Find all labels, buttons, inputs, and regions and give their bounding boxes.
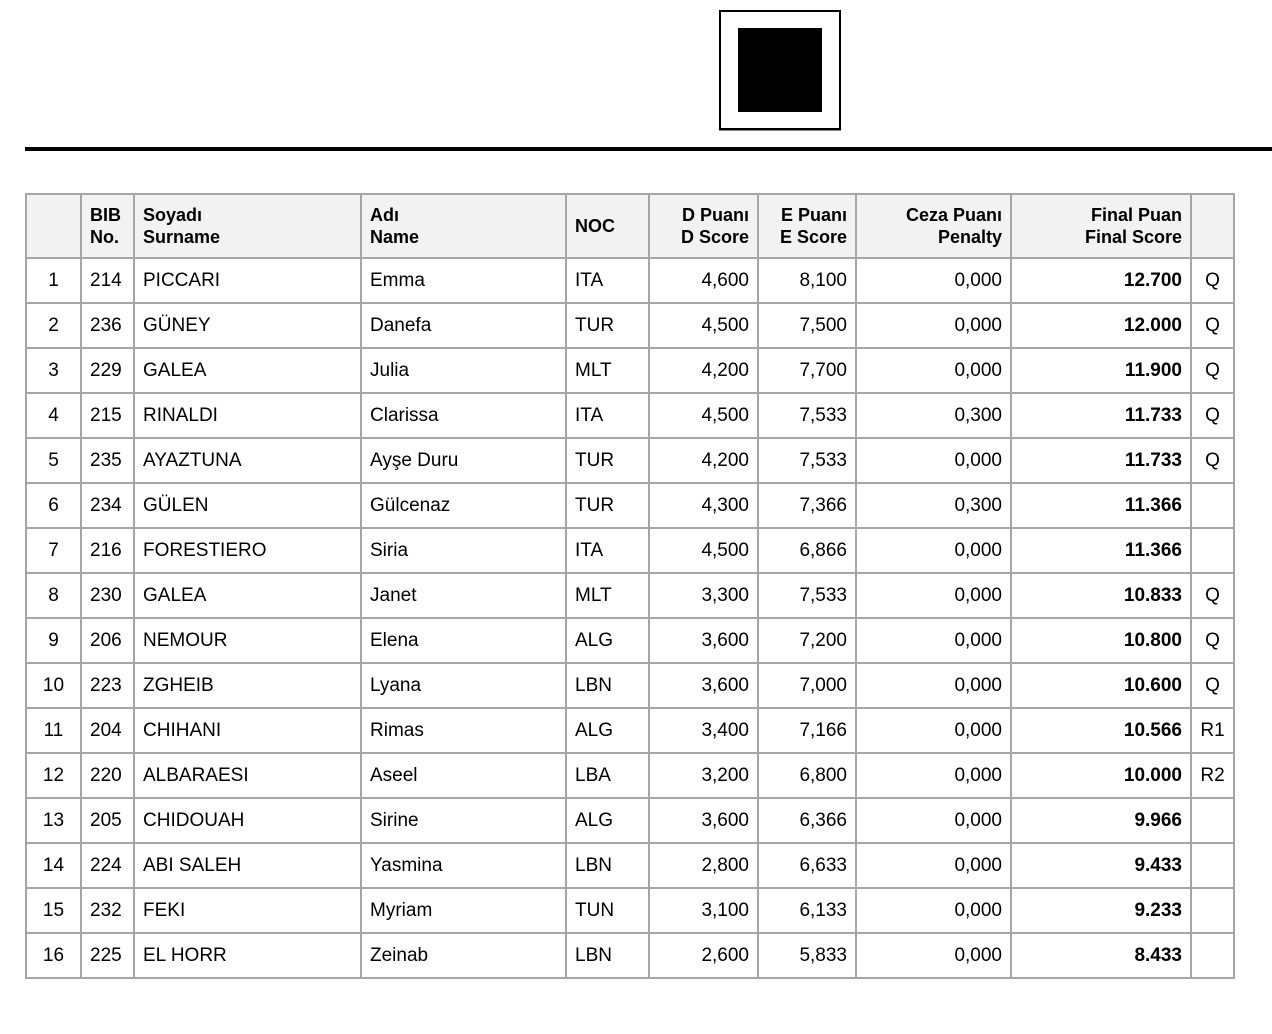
final-score-cell: 11.733 bbox=[1011, 438, 1191, 483]
name-cell: Emma bbox=[361, 258, 566, 303]
event-logo bbox=[719, 10, 841, 130]
d-score-cell: 3,100 bbox=[649, 888, 758, 933]
table-row bbox=[26, 933, 1234, 978]
bib-cell: 236 bbox=[81, 303, 134, 348]
table-row bbox=[26, 393, 1234, 438]
penalty-cell: 0,000 bbox=[856, 933, 1011, 978]
col-header-penalty-line2: Penalty bbox=[937, 227, 1002, 247]
rank-cell: 3 bbox=[26, 348, 81, 393]
col-header-rank bbox=[26, 194, 81, 258]
col-header-final-score-line1: Final Puan bbox=[1090, 204, 1182, 225]
rank-cell: 14 bbox=[26, 843, 81, 888]
noc-cell: ITA bbox=[566, 258, 649, 303]
bib-cell: 216 bbox=[81, 528, 134, 573]
surname-cell: ALBARAESI bbox=[134, 753, 361, 798]
e-score-cell: 7,500 bbox=[758, 303, 856, 348]
final-score-cell: 9.433 bbox=[1011, 843, 1191, 888]
rank-cell: 4 bbox=[26, 393, 81, 438]
penalty-cell: 0,000 bbox=[856, 618, 1011, 663]
d-score-cell: 2,800 bbox=[649, 843, 758, 888]
table-row bbox=[26, 348, 1234, 393]
e-score-cell: 7,000 bbox=[758, 663, 856, 708]
d-score-cell: 4,500 bbox=[649, 393, 758, 438]
final-score-cell: 10.800 bbox=[1011, 618, 1191, 663]
rank-cell: 1 bbox=[26, 258, 81, 303]
e-score-cell: 5,833 bbox=[758, 933, 856, 978]
e-score-cell: 7,700 bbox=[758, 348, 856, 393]
qualification-cell bbox=[1191, 483, 1234, 528]
noc-cell: ALG bbox=[566, 618, 649, 663]
final-score-cell: 11.366 bbox=[1011, 483, 1191, 528]
black-square-icon bbox=[738, 28, 822, 112]
surname-cell: GÜNEY bbox=[134, 303, 361, 348]
results-table bbox=[25, 193, 1235, 979]
e-score-cell: 6,366 bbox=[758, 798, 856, 843]
col-header-e-score-line2: E Score bbox=[779, 227, 847, 247]
qualification-cell: Q bbox=[1191, 573, 1234, 618]
table-row bbox=[26, 888, 1234, 933]
penalty-cell: 0,300 bbox=[856, 393, 1011, 438]
final-score-cell: 11.733 bbox=[1011, 393, 1191, 438]
d-score-cell: 4,200 bbox=[649, 438, 758, 483]
bib-cell: 223 bbox=[81, 663, 134, 708]
final-score-cell: 12.000 bbox=[1011, 303, 1191, 348]
col-header-surname-line1: Soyadı bbox=[143, 204, 203, 225]
noc-cell: MLT bbox=[566, 348, 649, 393]
d-score-cell: 4,500 bbox=[649, 303, 758, 348]
table-row bbox=[26, 618, 1234, 663]
col-header-bib-line1: BIB bbox=[90, 204, 121, 225]
d-score-cell: 4,600 bbox=[649, 258, 758, 303]
final-score-cell: 9.233 bbox=[1011, 888, 1191, 933]
penalty-cell: 0,000 bbox=[856, 438, 1011, 483]
surname-cell: CHIDOUAH bbox=[134, 798, 361, 843]
noc-cell: ITA bbox=[566, 528, 649, 573]
rank-cell: 16 bbox=[26, 933, 81, 978]
qualification-cell: Q bbox=[1191, 303, 1234, 348]
qualification-cell: Q bbox=[1191, 393, 1234, 438]
name-cell: Julia bbox=[361, 348, 566, 393]
col-header-bib bbox=[81, 194, 134, 258]
table-row bbox=[26, 258, 1234, 303]
col-header-bib-line2: No. bbox=[90, 227, 119, 247]
name-cell: Elena bbox=[361, 618, 566, 663]
d-score-cell: 4,500 bbox=[649, 528, 758, 573]
col-header-final-score bbox=[1011, 194, 1191, 258]
name-cell: Lyana bbox=[361, 663, 566, 708]
final-score-cell: 10.566 bbox=[1011, 708, 1191, 753]
name-cell: Gülcenaz bbox=[361, 483, 566, 528]
noc-cell: LBA bbox=[566, 753, 649, 798]
surname-cell: ABI SALEH bbox=[134, 843, 361, 888]
d-score-cell: 3,300 bbox=[649, 573, 758, 618]
rank-cell: 9 bbox=[26, 618, 81, 663]
e-score-cell: 8,100 bbox=[758, 258, 856, 303]
d-score-cell: 3,600 bbox=[649, 618, 758, 663]
e-score-cell: 7,533 bbox=[758, 438, 856, 483]
surname-cell: AYAZTUNA bbox=[134, 438, 361, 483]
col-header-noc bbox=[566, 194, 649, 258]
col-header-noc-line1: NOC bbox=[575, 215, 615, 236]
bib-cell: 214 bbox=[81, 258, 134, 303]
name-cell: Yasmina bbox=[361, 843, 566, 888]
bib-cell: 220 bbox=[81, 753, 134, 798]
header-divider bbox=[25, 147, 1272, 151]
e-score-cell: 6,133 bbox=[758, 888, 856, 933]
surname-cell: GALEA bbox=[134, 573, 361, 618]
penalty-cell: 0,000 bbox=[856, 528, 1011, 573]
qualification-cell: Q bbox=[1191, 618, 1234, 663]
bib-cell: 215 bbox=[81, 393, 134, 438]
table-header-row bbox=[26, 194, 1234, 258]
surname-cell: GÜLEN bbox=[134, 483, 361, 528]
d-score-cell: 3,600 bbox=[649, 663, 758, 708]
bib-cell: 204 bbox=[81, 708, 134, 753]
col-header-name bbox=[361, 194, 566, 258]
col-header-d-score-line2: D Score bbox=[680, 227, 749, 247]
qualification-cell: Q bbox=[1191, 258, 1234, 303]
bib-cell: 232 bbox=[81, 888, 134, 933]
name-cell: Danefa bbox=[361, 303, 566, 348]
col-header-surname-line2: Surname bbox=[143, 227, 221, 247]
col-header-e-score bbox=[758, 194, 856, 258]
d-score-cell: 3,200 bbox=[649, 753, 758, 798]
col-header-e-score-line1: E Puanı bbox=[780, 204, 847, 225]
surname-cell: FORESTIERO bbox=[134, 528, 361, 573]
d-score-cell: 4,300 bbox=[649, 483, 758, 528]
d-score-cell: 4,200 bbox=[649, 348, 758, 393]
qualification-cell bbox=[1191, 798, 1234, 843]
noc-cell: ALG bbox=[566, 798, 649, 843]
noc-cell: LBN bbox=[566, 843, 649, 888]
table-row bbox=[26, 753, 1234, 798]
noc-cell: ALG bbox=[566, 708, 649, 753]
surname-cell: EL HORR bbox=[134, 933, 361, 978]
table-row bbox=[26, 708, 1234, 753]
col-header-penalty-line1: Ceza Puanı bbox=[905, 204, 1002, 225]
qualification-cell: Q bbox=[1191, 348, 1234, 393]
name-cell: Siria bbox=[361, 528, 566, 573]
bib-cell: 206 bbox=[81, 618, 134, 663]
col-header-penalty bbox=[856, 194, 1011, 258]
e-score-cell: 7,533 bbox=[758, 573, 856, 618]
bib-cell: 230 bbox=[81, 573, 134, 618]
col-header-name-line2: Name bbox=[370, 227, 420, 247]
rank-cell: 2 bbox=[26, 303, 81, 348]
name-cell: Clarissa bbox=[361, 393, 566, 438]
name-cell: Rimas bbox=[361, 708, 566, 753]
noc-cell: LBN bbox=[566, 933, 649, 978]
surname-cell: RINALDI bbox=[134, 393, 361, 438]
surname-cell: ZGHEIB bbox=[134, 663, 361, 708]
qualification-cell: R1 bbox=[1191, 708, 1234, 753]
final-score-cell: 11.366 bbox=[1011, 528, 1191, 573]
qualification-cell: R2 bbox=[1191, 753, 1234, 798]
final-score-cell: 12.700 bbox=[1011, 258, 1191, 303]
surname-cell: NEMOUR bbox=[134, 618, 361, 663]
col-header-d-score-line1: D Puanı bbox=[681, 204, 749, 225]
e-score-cell: 7,533 bbox=[758, 393, 856, 438]
rank-cell: 10 bbox=[26, 663, 81, 708]
surname-cell: FEKI bbox=[134, 888, 361, 933]
final-score-cell: 10.000 bbox=[1011, 753, 1191, 798]
final-score-cell: 10.600 bbox=[1011, 663, 1191, 708]
bib-cell: 205 bbox=[81, 798, 134, 843]
table-row bbox=[26, 573, 1234, 618]
bib-cell: 225 bbox=[81, 933, 134, 978]
surname-cell: GALEA bbox=[134, 348, 361, 393]
qualification-cell bbox=[1191, 843, 1234, 888]
name-cell: Sirine bbox=[361, 798, 566, 843]
e-score-cell: 7,200 bbox=[758, 618, 856, 663]
penalty-cell: 0,000 bbox=[856, 303, 1011, 348]
qualification-cell bbox=[1191, 528, 1234, 573]
table-row bbox=[26, 663, 1234, 708]
table-row bbox=[26, 798, 1234, 843]
penalty-cell: 0,000 bbox=[856, 663, 1011, 708]
noc-cell: TUR bbox=[566, 483, 649, 528]
rank-cell: 7 bbox=[26, 528, 81, 573]
noc-cell: LBN bbox=[566, 663, 649, 708]
name-cell: Ayşe Duru bbox=[361, 438, 566, 483]
e-score-cell: 6,866 bbox=[758, 528, 856, 573]
penalty-cell: 0,000 bbox=[856, 708, 1011, 753]
d-score-cell: 2,600 bbox=[649, 933, 758, 978]
penalty-cell: 0,000 bbox=[856, 753, 1011, 798]
bib-cell: 234 bbox=[81, 483, 134, 528]
rank-cell: 15 bbox=[26, 888, 81, 933]
qualification-cell: Q bbox=[1191, 663, 1234, 708]
e-score-cell: 6,800 bbox=[758, 753, 856, 798]
penalty-cell: 0,000 bbox=[856, 258, 1011, 303]
col-header-name-line1: Adı bbox=[370, 204, 399, 225]
d-score-cell: 3,600 bbox=[649, 798, 758, 843]
col-header-final-score-line2: Final Score bbox=[1084, 227, 1182, 247]
bib-cell: 229 bbox=[81, 348, 134, 393]
bib-cell: 235 bbox=[81, 438, 134, 483]
table-row bbox=[26, 303, 1234, 348]
e-score-cell: 6,633 bbox=[758, 843, 856, 888]
noc-cell: TUR bbox=[566, 303, 649, 348]
surname-cell: CHIHANI bbox=[134, 708, 361, 753]
table-row bbox=[26, 528, 1234, 573]
penalty-cell: 0,000 bbox=[856, 843, 1011, 888]
col-header-qualification bbox=[1191, 194, 1234, 258]
table-row bbox=[26, 483, 1234, 528]
name-cell: Zeinab bbox=[361, 933, 566, 978]
penalty-cell: 0,000 bbox=[856, 798, 1011, 843]
table-row bbox=[26, 438, 1234, 483]
rank-cell: 6 bbox=[26, 483, 81, 528]
d-score-cell: 3,400 bbox=[649, 708, 758, 753]
noc-cell: TUR bbox=[566, 438, 649, 483]
penalty-cell: 0,000 bbox=[856, 573, 1011, 618]
surname-cell: PICCARI bbox=[134, 258, 361, 303]
name-cell: Janet bbox=[361, 573, 566, 618]
table-row bbox=[26, 843, 1234, 888]
final-score-cell: 8.433 bbox=[1011, 933, 1191, 978]
final-score-cell: 11.900 bbox=[1011, 348, 1191, 393]
rank-cell: 13 bbox=[26, 798, 81, 843]
rank-cell: 12 bbox=[26, 753, 81, 798]
rank-cell: 5 bbox=[26, 438, 81, 483]
bib-cell: 224 bbox=[81, 843, 134, 888]
name-cell: Aseel bbox=[361, 753, 566, 798]
noc-cell: MLT bbox=[566, 573, 649, 618]
final-score-cell: 10.833 bbox=[1011, 573, 1191, 618]
col-header-surname bbox=[134, 194, 361, 258]
noc-cell: TUN bbox=[566, 888, 649, 933]
penalty-cell: 0,000 bbox=[856, 888, 1011, 933]
e-score-cell: 7,166 bbox=[758, 708, 856, 753]
qualification-cell bbox=[1191, 888, 1234, 933]
final-score-cell: 9.966 bbox=[1011, 798, 1191, 843]
qualification-cell: Q bbox=[1191, 438, 1234, 483]
penalty-cell: 0,000 bbox=[856, 348, 1011, 393]
penalty-cell: 0,300 bbox=[856, 483, 1011, 528]
qualification-cell bbox=[1191, 933, 1234, 978]
col-header-d-score bbox=[649, 194, 758, 258]
e-score-cell: 7,366 bbox=[758, 483, 856, 528]
noc-cell: ITA bbox=[566, 393, 649, 438]
name-cell: Myriam bbox=[361, 888, 566, 933]
rank-cell: 8 bbox=[26, 573, 81, 618]
rank-cell: 11 bbox=[26, 708, 81, 753]
